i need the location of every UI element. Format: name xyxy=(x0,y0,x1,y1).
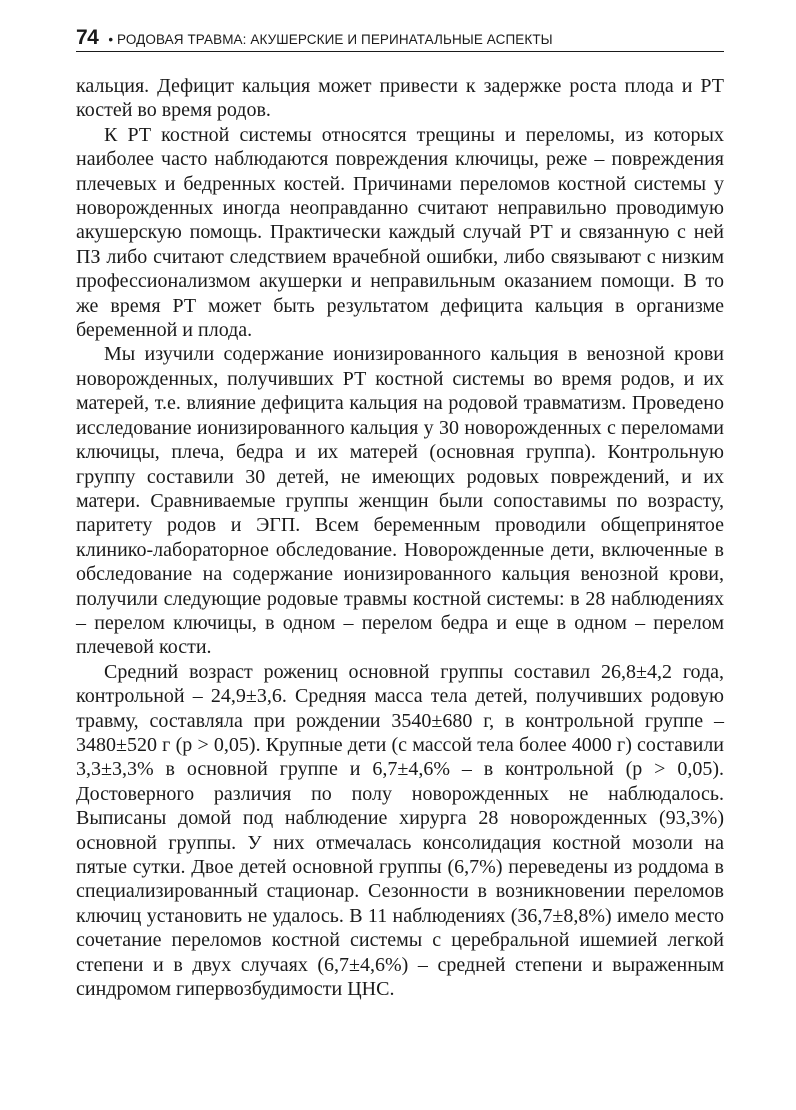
body-text xyxy=(76,74,724,1001)
paragraph-results: Средний возраст рожениц основной группы составил 26,8±4,2 года, контрольной – 24,9±3,6. Средняя масса тела детей, получивших родовую травму, составляла при рождении 3540±680 г, в контрольной группе – 3480±520 г (p > 0,05). Крупные дети (с массой тела более 4000 г) составили 3,3±3,3% в основной группе и 6,7±4,6% – в контрольной (p > 0,05). Достоверного различия по полу новорожденных не наблюдалось. Выписаны домой под наблюдение хирурга 28 новорожденных (93,3%) основной группы. У них отмечалась консолидация костной мозоли на пятые сутки. Двое детей основной группы (6,7%) переведены из роддома в специализированный стационар. Сезонности в возникновении переломов ключиц установить не удалось. В 11 наблюдениях (36,7±8,8%) имело место сочетание переломов костной системы с церебральной ишемией легкой степени и в двух случаях (6,7±4,6%) – средней степени и выраженным синдромом гипервозбудимости ЦНС. xyxy=(76,660,724,1001)
paragraph-study-description: Мы изучили содержание ионизированного кальция в венозной крови новорожденных, получивших РТ костной системы во время родов, и их матерей, т.е. влияние дефицита кальция на родовой травматизм. Проведено исследование ионизированного кальция у 30 новорожденных с переломами ключицы, плеча, бедра и их матерей (основная группа). Контрольную группу составили 30 детей, не имеющих родовых повреждений, и их матери. Сравниваемые группы женщин были сопоставимы по возрасту, паритету родов и ЭГП. Всем беременным проводили общепринятое клинико-лабораторное обследование. Новорожденные дети, включенные в обследование на содержание ионизированного кальция венозной крови, получили следующие родовые травмы костной системы: в 28 наблюдениях – перелом ключицы, в одном – перелом бедра и еще в одном – перелом плечевой кости. xyxy=(76,343,724,659)
running-header-title: • РОДОВАЯ ТРАВМА: АКУШЕРСКИЕ И ПЕРИНАТАЛЬНЫЕ АСПЕКТЫ xyxy=(108,32,553,47)
paragraph-continuation: кальция. Дефицит кальция может привести к задержке роста плода и РТ костей во время родов. xyxy=(76,75,724,122)
paragraph-bone-injuries: К РТ костной системы относятся трещины и переломы, из которых наиболее часто наблюдаются повреждения ключицы, реже – повреждения плечевых и бедренных костей. Причинами переломов костной системы у новорожденных иногда неоправданно считают неправильно проводимую акушерскую помощь. Практически каждый случай РТ и связанную с ней ПЗ либо считают следствием врачебной ошибки, либо связывают с низким профессионализмом акушерки и неправильным оказанием помощи. В то же время РТ может быть результатом дефицита кальция в организме беременной и плода. xyxy=(76,123,724,342)
page-number: 74 xyxy=(76,26,99,49)
header-divider xyxy=(76,51,724,52)
running-header xyxy=(76,22,726,48)
